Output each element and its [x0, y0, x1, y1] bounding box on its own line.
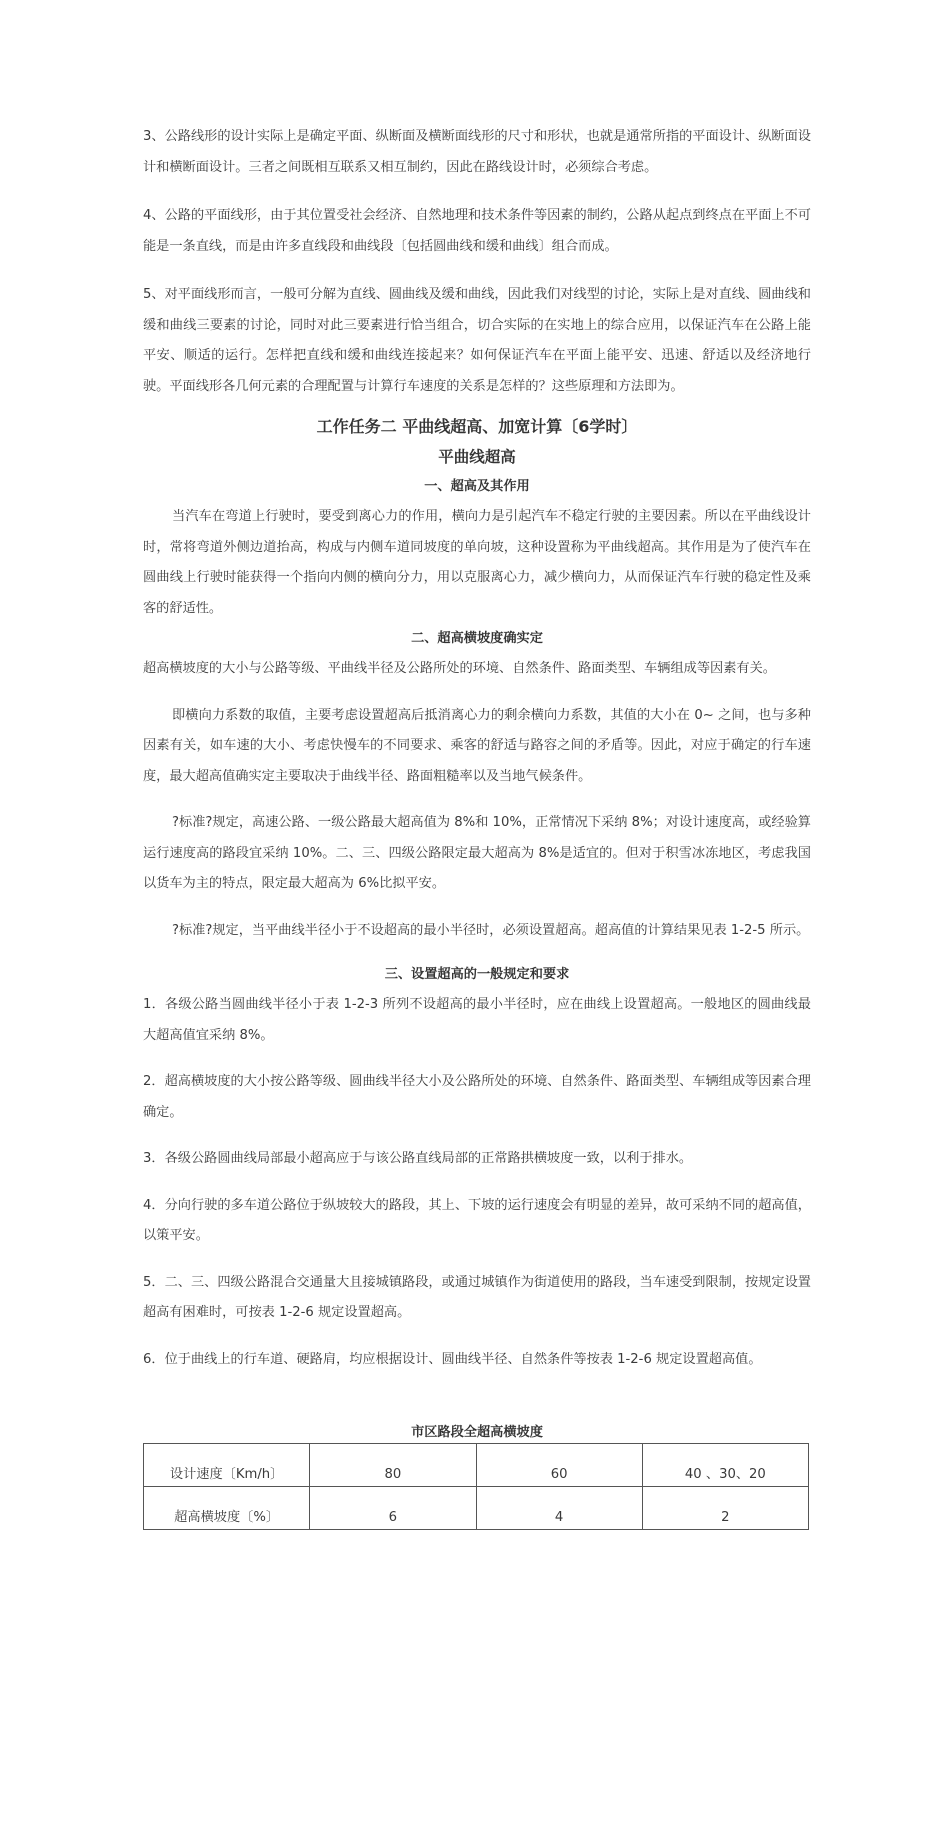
table-cell: 4 [476, 1487, 642, 1530]
section-heading-3: 三、设置超高的一般规定和要求 [384, 967, 570, 982]
rule-item-1: 1．各级公路当圆曲线半径小于表 1-2-3 所列不设超高的最小半径时，应在曲线上设置超高。一般地区的圆曲线最大超高值宜采纳 8%。 [143, 997, 811, 1043]
rule-item-2: 2．超高横坡度的大小按公路等级、圆曲线半径大小及公路所处的环境、自然条件、路面类型、车辆组成等因素合理确定。 [143, 1074, 811, 1120]
section-1-body: 当汽车在弯道上行驶时，要受到离心力的作用，横向力是引起汽车不稳定行驶的主要因素。所以在平曲线设计时，常将弯道外侧边道抬高，构成与内侧车道同坡度的单向坡，这种设置称为平曲线超高。其作用是为了使汽车在圆曲线上行驶时能获得一个指向内侧的横向分力，用以克服离心力，减少横向力，从而保证汽车行驶的稳定性及乘客的舒适性。 [143, 509, 811, 616]
section-2-para-2: 即横向力系数的取值，主要考虑设置超高后抵消离心力的剩余横向力系数，其值的大小在 0~ 之间，也与多种因素有关，如车速的大小、考虑快慢车的不同要求、乘客的舒适与路容之间的矛盾等。因此，对应于确定的行车速度，最大超高值确实定主要取决于曲线半径、路面粗糙率以及当地气候条件。 [143, 707, 811, 784]
table-cell: 6 [310, 1487, 476, 1530]
table-cell: 40 、30、20 [642, 1444, 808, 1487]
rule-item-3: 3．各级公路圆曲线局部最小超高应于与该公路直线局部的正常路拱横坡度一致，以利于排水。 [143, 1151, 693, 1166]
rule-item-4: 4．分向行驶的多车道公路位于纵坡较大的路段，其上、下坡的运行速度会有明显的差异，故可采纳不同的超高值，以策平安。 [143, 1197, 811, 1243]
section-heading-1: 一、超高及其作用 [424, 479, 530, 494]
topic-title: 平曲线超高 [438, 448, 516, 466]
paragraph-5: 5、对平面线形而言，一般可分解为直线、圆曲线及缓和曲线，因此我们对线型的讨论，实际上是对直线、圆曲线和缓和曲线三要素的讨论，同时对此三要素进行恰当组合，切合实际的在实地上的综合应用，以保证汽车在公路上能平安、顺适的运行。怎样把直线和缓和曲线连接起来？如何保证汽车在平面上能平安、迅速、舒适以及经济地行驶。平面线形各几何元素的合理配置与计算行车速度的关系是怎样的？这些原理和方法即为。 [143, 287, 811, 394]
table-caption: 市区路段全超高横坡度 [411, 1425, 543, 1440]
section-2-para-1: 超高横坡度的大小与公路等级、平曲线半径及公路所处的环境、自然条件、路面类型、车辆组成等因素有关。 [143, 661, 776, 676]
table-row [144, 1444, 809, 1487]
table-cell: 80 [310, 1444, 476, 1487]
table-cell: 超高横坡度〔%〕 [144, 1487, 310, 1530]
task-title: 工作任务二 平曲线超高、加宽计算〔6学时〕 [316, 417, 638, 436]
rule-item-6: 6．位于曲线上的行车道、硬路肩，均应根据设计、圆曲线半径、自然条件等按表 1-2-6 规定设置超高值。 [143, 1351, 762, 1367]
paragraph-4: 4、公路的平面线形，由于其位置受社会经济、自然地理和技术条件等因素的制约，公路从起点到终点在平面上不可能是一条直线，而是由许多直线段和曲线段〔包括圆曲线和缓和曲线〕组合而成。 [143, 208, 811, 254]
superelevation-table [143, 1443, 809, 1530]
document-page [143, 122, 811, 1530]
table-row [144, 1487, 809, 1530]
table-cell: 60 [476, 1444, 642, 1487]
rule-item-5: 5．二、三、四级公路混合交通量大且接城镇路段，或通过城镇作为街道使用的路段，当车速受到限制，按规定设置超高有困难时，可按表 1-2-6 规定设置超高。 [143, 1274, 811, 1320]
section-2-para-3: ?标准?规定，高速公路、一级公路最大超高值为 8%和 10%，正常情况下采纳 8%；对设计速度高，或经验算运行速度高的路段宜采纳 10%。二、三、四级公路限定最大超高为 8%是适宜的。但对于积雪冰冻地区，考虑我国以货车为主的特点，限定最大超高为 6%比拟平安。 [143, 815, 811, 891]
section-heading-2: 二、超高横坡度确实定 [411, 631, 543, 646]
section-2-para-4: ?标准?规定，当平曲线半径小于不设超高的最小半径时，必须设置超高。超高值的计算结果见表 1-2-5 所示。 [172, 922, 810, 938]
paragraph-3: 3、公路线形的设计实际上是确定平面、纵断面及横断面线形的尺寸和形状，也就是通常所指的平面设计、纵断面设计和横断面设计。三者之间既相互联系又相互制约，因此在路线设计时，必须综合考虑。 [143, 129, 811, 175]
table-cell: 设计速度〔Km/h〕 [144, 1444, 310, 1487]
table-cell: 2 [642, 1487, 808, 1530]
